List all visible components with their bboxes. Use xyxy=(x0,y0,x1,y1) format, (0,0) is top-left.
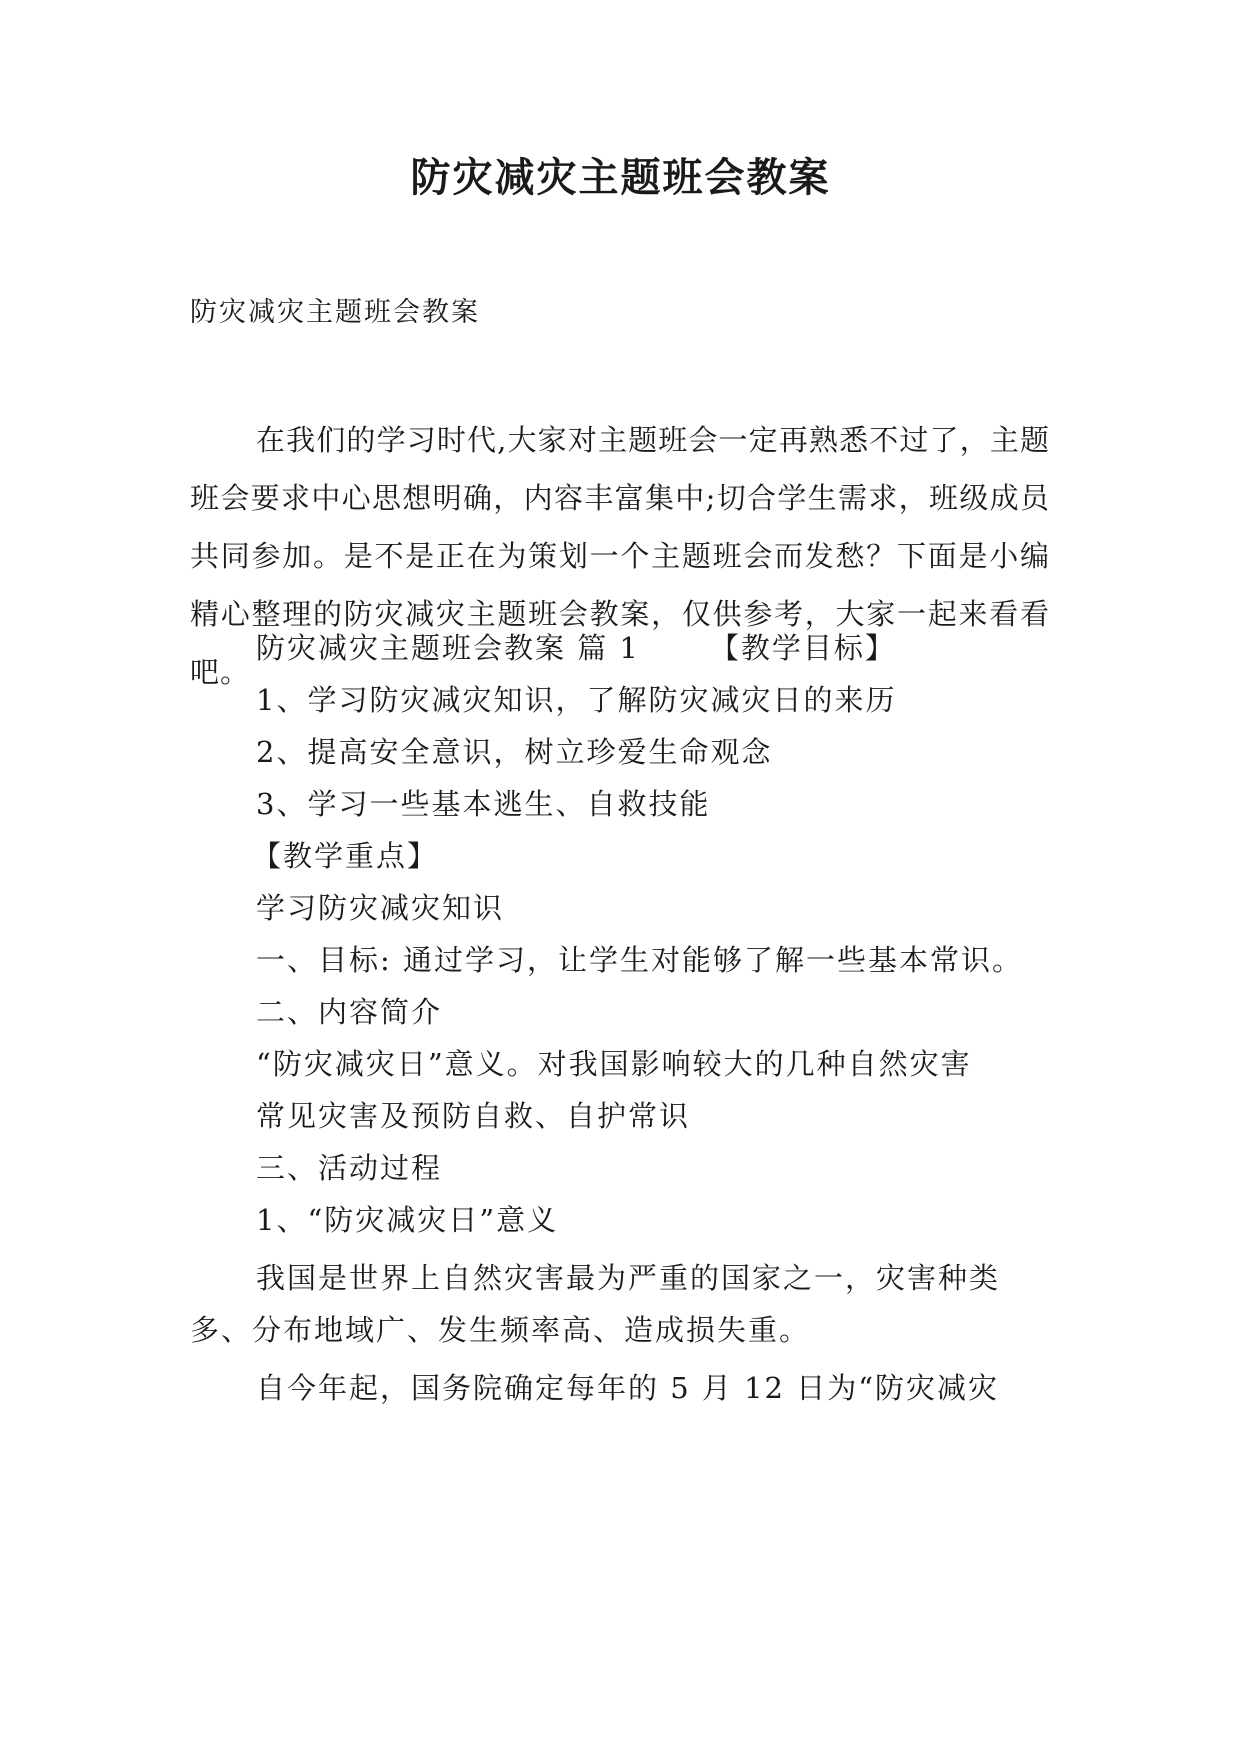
objectives-heading: 【教学目标】 xyxy=(709,631,896,665)
section-heading: 防灾减灾主题班会教案 篇 1 xyxy=(256,631,640,665)
section-heading-line xyxy=(256,628,896,668)
content-item-2: 常见灾害及预防自救、自护常识 xyxy=(256,1099,691,1133)
process-heading: 三、活动过程 xyxy=(256,1151,443,1185)
intro-paragraph: 在我们的学习时代,大家对主题班会一定再熟悉不过了，主题班会要求中心思想明确，内容丰富集中;切合学生需求，班级成员共同参加。是不是正在为策划一个主题班会而发愁？下面是小编精心整理的防灾减灾主题班会教案，仅供参考，大家一起来看看吧。 xyxy=(190,423,1050,689)
content-heading: 二、内容简介 xyxy=(256,995,443,1029)
objective-item-1: 1、学习防灾减灾知识，了解防灾减灾日的来历 xyxy=(256,683,897,717)
focus-text: 学习防灾减灾知识 xyxy=(256,891,505,925)
goal-line: 一、目标: 通过学习，让学生对能够了解一些基本常识。 xyxy=(256,943,1023,977)
content-item-1: “防灾减灾日”意义。对我国影响较大的几种自然灾害 xyxy=(256,1047,972,1081)
document-subtitle: 防灾减灾主题班会教案 xyxy=(190,297,480,328)
process-item-1: 1、“防灾减灾日”意义 xyxy=(256,1203,559,1237)
objective-item-3: 3、学习一些基本逃生、自救技能 xyxy=(256,787,711,821)
paragraph-1-line-1: 我国是世界上自然灾害最为严重的国家之一，灾害种类 xyxy=(256,1261,1001,1295)
paragraph-1-line-2: 多、分布地域广、发生频率高、造成损失重。 xyxy=(190,1313,811,1347)
paragraph-2-line-1: 自今年起，国务院确定每年的 5 月 12 日为“防灾减灾 xyxy=(256,1371,1000,1405)
document-title: 防灾减灾主题班会教案 xyxy=(410,154,831,201)
objective-item-2: 2、提高安全意识，树立珍爱生命观念 xyxy=(256,735,773,769)
focus-heading: 【教学重点】 xyxy=(252,839,439,873)
